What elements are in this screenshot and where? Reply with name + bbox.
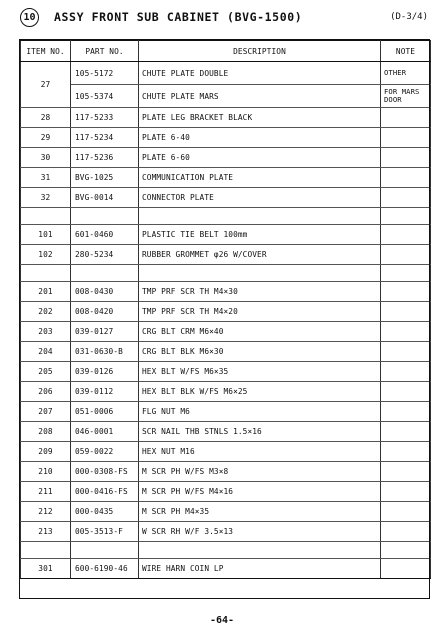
item-no-cell: 32 [21,188,71,208]
note-cell [381,559,431,579]
note-cell [381,282,431,302]
table-row [21,208,431,225]
part-no-cell: 117-5236 [71,148,139,168]
note-cell [381,362,431,382]
note-cell [381,245,431,265]
note-cell [381,342,431,362]
item-no-cell [21,208,71,225]
part-no-cell: 280-5234 [71,245,139,265]
note-cell [381,302,431,322]
note-cell: OTHER [381,62,431,85]
table-row [21,168,431,188]
table-row [21,362,431,382]
item-no-cell: 209 [21,442,71,462]
item-no-cell: 301 [21,559,71,579]
description-cell: HEX BLT W/FS M6×35 [139,362,381,382]
item-no-cell: 211 [21,482,71,502]
table-row [21,85,431,108]
description-cell: PLATE 6-60 [139,148,381,168]
item-no-cell: 213 [21,522,71,542]
note-cell [381,108,431,128]
table-row [21,342,431,362]
part-no-cell: 039-0112 [71,382,139,402]
part-no-cell: 105-5172 [71,62,139,85]
table-row [21,442,431,462]
page-number: -64- [209,615,235,626]
table-row [21,128,431,148]
part-no-cell: 008-0420 [71,302,139,322]
description-cell: M SCR PH W/FS M3×8 [139,462,381,482]
column-header-item-no: ITEM NO. [21,41,71,62]
item-no-cell: 207 [21,402,71,422]
note-cell [381,265,431,282]
table-row [21,108,431,128]
part-no-cell: 105-5374 [71,85,139,108]
description-cell: W SCR RH W/F 3.5×13 [139,522,381,542]
part-no-cell: 031-0630-B [71,342,139,362]
item-no-cell: 204 [21,342,71,362]
note-cell [381,188,431,208]
description-cell: TMP PRF SCR TH M4×20 [139,302,381,322]
parts-table [20,40,431,579]
table-row [21,225,431,245]
table-row [21,265,431,282]
note-cell [381,382,431,402]
item-no-cell: 205 [21,362,71,382]
part-no-cell: BVG-1025 [71,168,139,188]
table-row [21,559,431,579]
description-cell: M SCR PH W/FS M4×16 [139,482,381,502]
part-no-cell: 046-0001 [71,422,139,442]
description-cell: WIRE HARN COIN LP [139,559,381,579]
item-no-cell: 212 [21,502,71,522]
description-cell: CHUTE PLATE DOUBLE [139,62,381,85]
item-no-cell: 29 [21,128,71,148]
part-no-cell: 051-0006 [71,402,139,422]
description-cell [139,208,381,225]
description-cell: HEX BLT BLK W/FS M6×25 [139,382,381,402]
item-no-cell [21,265,71,282]
page-header [0,0,444,40]
description-cell [139,542,381,559]
part-no-cell [71,208,139,225]
item-no-cell: 203 [21,322,71,342]
table-row [21,482,431,502]
part-no-cell: 601-0460 [71,225,139,245]
description-cell: FLG NUT M6 [139,402,381,422]
description-cell: HEX NUT M16 [139,442,381,462]
table-row [21,322,431,342]
note-cell [381,522,431,542]
note-cell [381,502,431,522]
page-title: ASSY FRONT SUB CABINET (BVG-1500) [54,10,303,24]
item-no-cell: 30 [21,148,71,168]
part-no-cell: 039-0126 [71,362,139,382]
table-row [21,245,431,265]
description-cell [139,265,381,282]
note-cell [381,422,431,442]
note-cell [381,168,431,188]
part-no-cell: 039-0127 [71,322,139,342]
description-cell: CHUTE PLATE MARS [139,85,381,108]
item-no-cell: 206 [21,382,71,402]
item-no-cell: 28 [21,108,71,128]
description-cell: COMMUNICATION PLATE [139,168,381,188]
note-cell [381,322,431,342]
table-row [21,148,431,168]
part-no-cell: 000-0308-FS [71,462,139,482]
column-header-part-no: PART NO. [71,41,139,62]
part-no-cell: 600-6190-46 [71,559,139,579]
description-cell: PLATE 6-40 [139,128,381,148]
table-row [21,188,431,208]
page-code: (D-3/4) [390,12,428,22]
table-row [21,502,431,522]
parts-table-body [21,62,431,579]
item-no-cell: 101 [21,225,71,245]
description-cell: PLASTIC TIE BELT 100mm [139,225,381,245]
table-row [21,282,431,302]
note-cell [381,225,431,245]
description-cell: PLATE LEG BRACKET BLACK [139,108,381,128]
item-no-cell: 208 [21,422,71,442]
section-number-badge: 10 [20,8,39,27]
description-cell: CRG BLT BLK M6×30 [139,342,381,362]
part-no-cell: 000-0435 [71,502,139,522]
note-cell [381,128,431,148]
description-cell: CRG BLT CRM M6×40 [139,322,381,342]
table-row [21,462,431,482]
table-row [21,522,431,542]
note-cell: FOR MARS DOOR [381,85,431,108]
part-no-cell [71,542,139,559]
part-no-cell: 117-5233 [71,108,139,128]
item-no-cell: 31 [21,168,71,188]
part-no-cell: 008-0430 [71,282,139,302]
column-header-description: DESCRIPTION [139,41,381,62]
description-cell: SCR NAIL THB STNLS 1.5×16 [139,422,381,442]
note-cell [381,208,431,225]
item-no-cell: 210 [21,462,71,482]
description-cell: TMP PRF SCR TH M4×30 [139,282,381,302]
part-no-cell: 059-0022 [71,442,139,462]
table-header-row [21,41,431,62]
part-no-cell: 000-0416-FS [71,482,139,502]
description-cell: CONNECTOR PLATE [139,188,381,208]
table-row [21,542,431,559]
part-no-cell: 117-5234 [71,128,139,148]
item-no-cell: 27 [21,62,71,108]
note-cell [381,442,431,462]
item-no-cell: 102 [21,245,71,265]
part-no-cell [71,265,139,282]
note-cell [381,148,431,168]
table-row [21,62,431,85]
part-no-cell: BVG-0014 [71,188,139,208]
table-row [21,402,431,422]
part-no-cell: 005-3513-F [71,522,139,542]
table-row [21,302,431,322]
note-cell [381,542,431,559]
item-no-cell [21,542,71,559]
description-cell: RUBBER GROMMET φ26 W/COVER [139,245,381,265]
description-cell: M SCR PH M4×35 [139,502,381,522]
table-row [21,422,431,442]
item-no-cell: 202 [21,302,71,322]
note-cell [381,402,431,422]
item-no-cell: 201 [21,282,71,302]
column-header-note: NOTE [381,41,431,62]
note-cell [381,462,431,482]
table-row [21,382,431,402]
note-cell [381,482,431,502]
